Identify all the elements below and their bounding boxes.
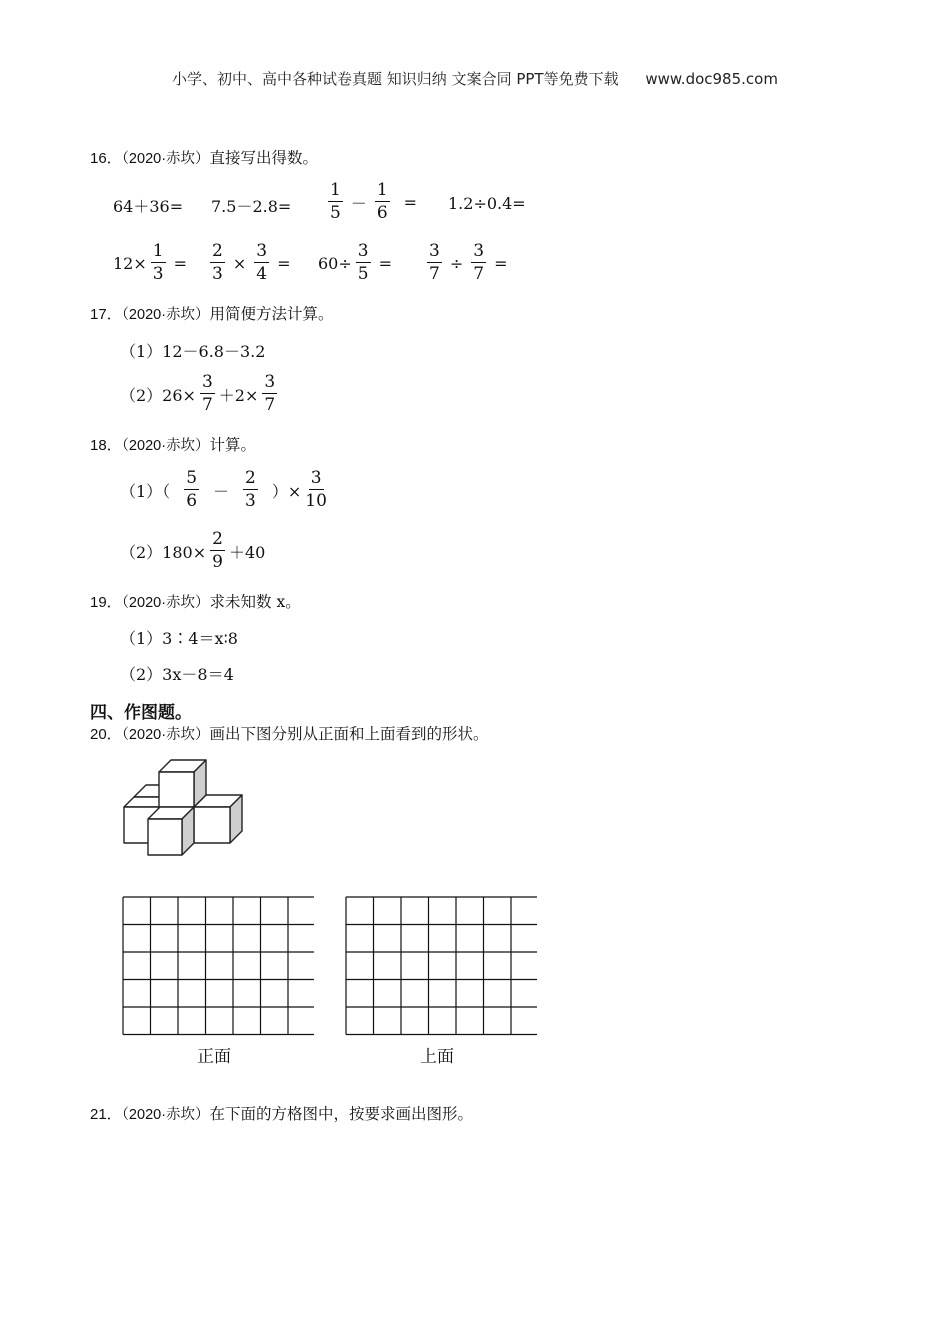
fraction: $\frac{5}{6}$ [186,468,198,511]
cube-front [148,807,194,855]
cube-top [159,760,206,807]
fraction: $\frac{2}{9}$ [212,529,223,572]
fraction: $\frac{2}{3}$ [245,468,256,511]
question-source: （2020·赤坎） [121,1107,210,1123]
section-heading: 四、作图题。 [90,703,192,723]
fraction: $\frac{3}{5}$ [357,241,369,284]
question-source: （2020·赤坎） [121,307,210,323]
fraction: $\frac{1}{5}$ [330,180,341,223]
fraction: $\frac{1}{6}$ [376,180,388,223]
question-16-title [90,146,318,168]
header-url[interactable]: www.doc985.com [645,70,778,88]
header-text: 小学、初中、高中各种试卷真题 知识归纳 文案合同 PPT等免费下载 [172,70,619,88]
fraction: $\frac{1}{3}$ [152,241,164,284]
q18-part-2: （2）180× $\frac{2}{9}$ ＋40 [120,529,266,572]
grid-front[interactable] [122,896,314,1038]
question-number: 21． [90,1106,122,1123]
grid-top[interactable] [345,896,537,1038]
question-20-title [90,722,489,744]
q17-part-1: （1）12－6.8－3.2 [120,342,266,361]
q16-expr-8: $\frac{3}{7}$ ÷ $\frac{3}{7}$ = [429,241,508,284]
fraction: $\frac{3}{7}$ [201,372,213,415]
q16-expr-3: $\frac{1}{5}$ － $\frac{1}{6}$ = [330,180,418,223]
q16-expr-2: 7.5－2.8= [211,197,292,216]
label-front-view: 正面 [197,1047,231,1067]
question-source: （2020·赤坎） [121,151,210,167]
cube-figure [118,755,248,860]
question-18-title [90,433,256,455]
question-19-title [90,590,301,612]
q16-expr-4: 1.2÷0.4= [448,194,526,213]
question-prompt: 画出下图分别从正面和上面看到的形状。 [209,725,489,743]
q16-expr-1: 64＋36= [113,197,184,216]
fraction: $\frac{2}{3}$ [212,241,223,284]
fraction: $\frac{3}{7}$ [264,372,276,415]
question-number: 16． [90,150,122,167]
question-number: 19． [90,594,122,611]
question-prompt: 在下面的方格图中，按要求画出图形。 [209,1105,474,1123]
q16-expr-6: $\frac{2}{3}$ × $\frac{3}{4}$ = [212,241,291,284]
question-number: 18． [90,437,122,454]
question-prompt: 计算。 [209,436,257,454]
question-21-title [90,1102,473,1124]
question-prompt: 用简便方法计算。 [209,305,334,323]
question-source: （2020·赤坎） [121,727,210,743]
question-number: 17． [90,306,122,323]
question-prompt: 求未知数 x。 [209,593,301,611]
cube-right [194,795,242,843]
question-prompt: 直接写出得数。 [209,149,319,167]
label-top-view: 上面 [420,1047,454,1067]
page-header [0,68,950,89]
q19-part-1: （1）3∶4＝x∶8 [120,629,238,648]
question-number: 20． [90,726,122,743]
question-source: （2020·赤坎） [121,438,210,454]
q18-part-1: （1）（ $\frac{5}{6}$ － $\frac{2}{3}$ ）× $\frac{3}{10}$ [120,468,327,511]
question-source: （2020·赤坎） [121,595,210,611]
q19-part-2: （2）3x－8＝4 [120,665,234,684]
fraction: $\frac{3}{7}$ [473,241,485,284]
fraction: $\frac{3}{7}$ [429,241,440,284]
fraction: $\frac{3}{4}$ [256,241,268,284]
fraction: $\frac{3}{10}$ [305,468,327,511]
q17-part-2: （2）26× $\frac{3}{7}$ ＋2× $\frac{3}{7}$ [120,372,276,415]
q16-expr-5: 12× $\frac{1}{3}$ = [113,241,187,284]
question-17-title [90,302,334,324]
q16-expr-7: 60÷ $\frac{3}{5}$ = [318,241,392,284]
